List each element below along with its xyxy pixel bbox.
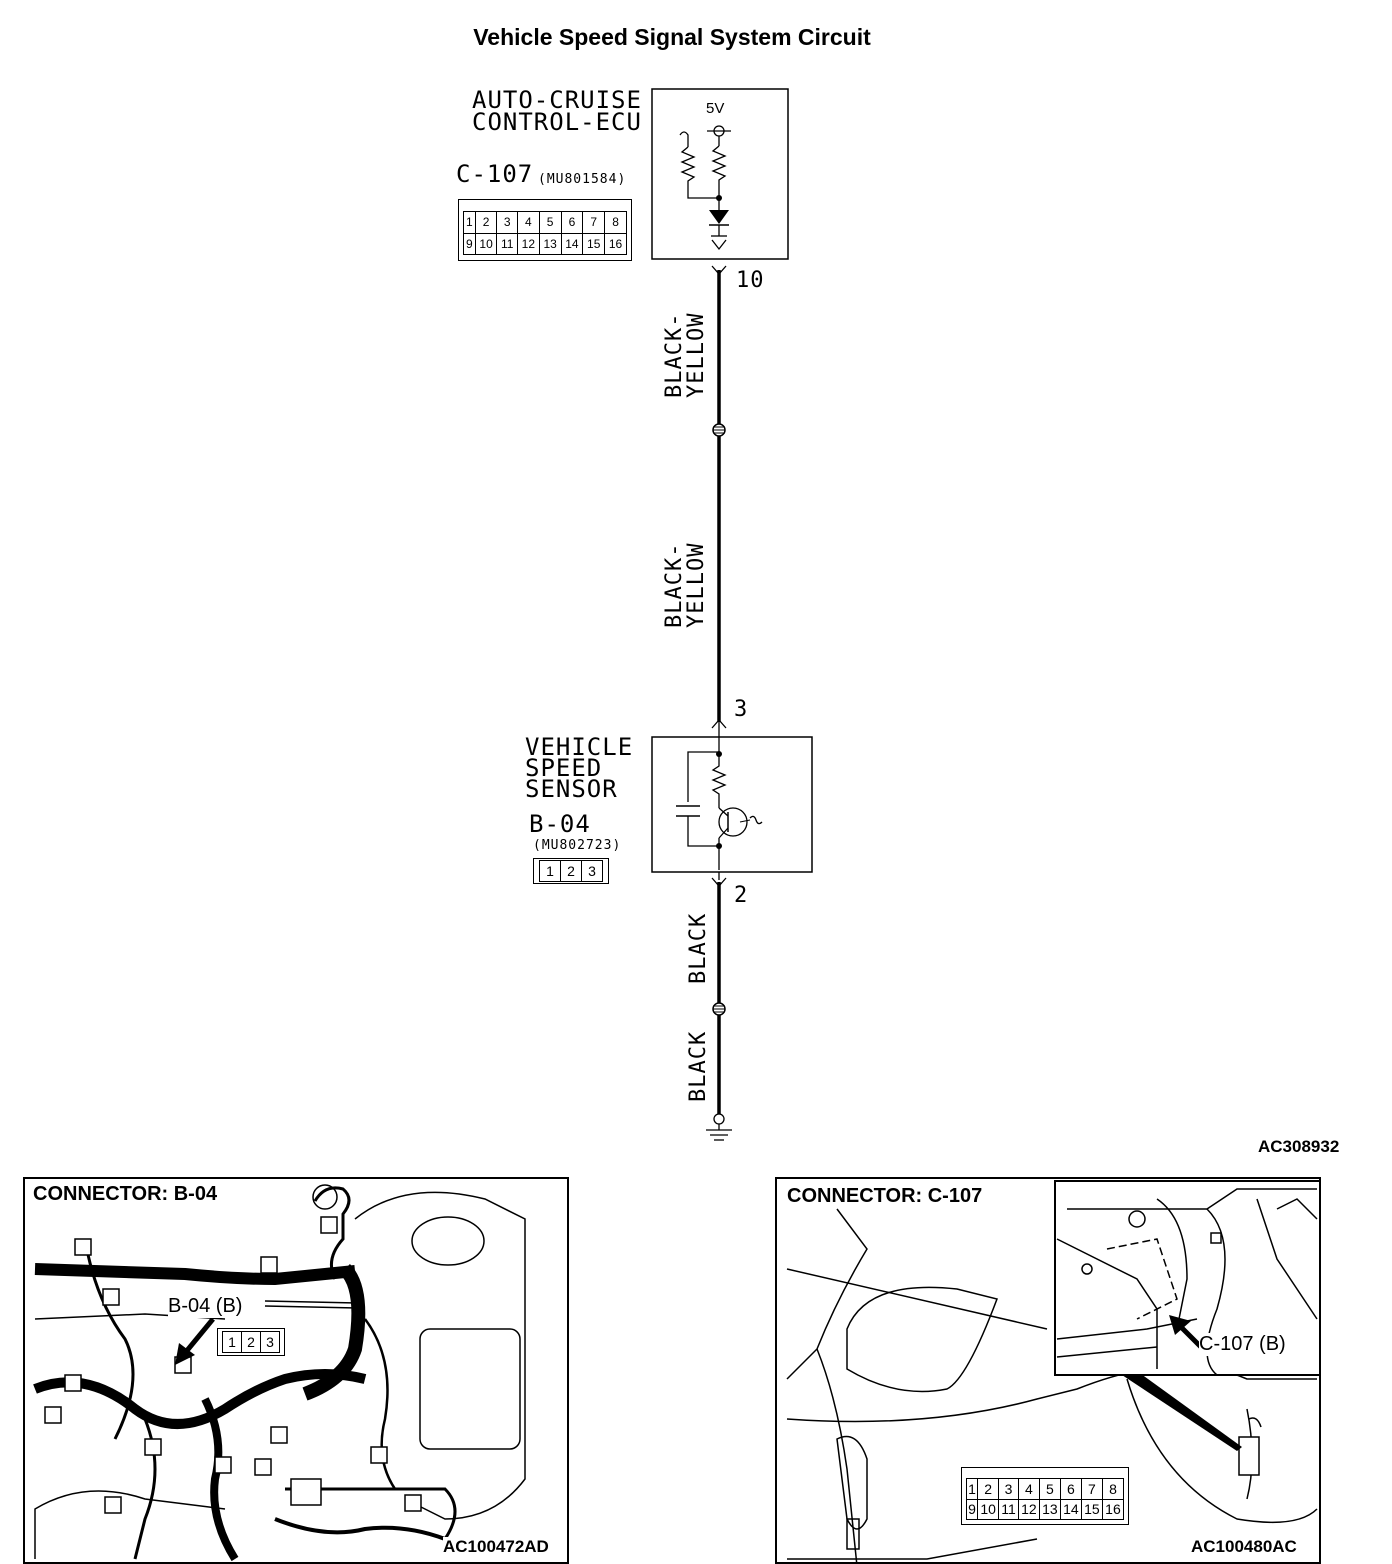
wire-color-label-upper-a: BLACK- YELLOW (662, 312, 709, 398)
sensor-resistor (713, 754, 725, 808)
b04-pin: 3 (266, 1334, 274, 1350)
figure-id: AC308932 (1258, 1137, 1340, 1156)
ecu-output-pin-label: 10 (736, 268, 765, 293)
sensor-pin: 1 (540, 861, 561, 881)
ecu-part-number: (MU801584) (538, 172, 627, 187)
ecu-pin: 5 (539, 212, 561, 234)
pullup-resistor (713, 146, 725, 198)
ecu-connector-face (458, 199, 632, 261)
wire-color-label-lower-b: BLACK (686, 1030, 711, 1102)
c107-pointer-beam (1122, 1371, 1242, 1451)
b04-callout: B-04 (B) (168, 1295, 243, 1317)
ecu-pin: 7 (583, 212, 605, 234)
ecu-name-line2: CONTROL-ECU (472, 108, 642, 136)
sensor-pin-row (539, 860, 603, 882)
b04-pin: 2 (242, 1332, 261, 1352)
c107-pin: 7 (1081, 1479, 1102, 1500)
c107-pin: 14 (1060, 1499, 1081, 1520)
b04-pin: 1 (223, 1332, 242, 1352)
c107-connector-face (961, 1467, 1129, 1525)
connector-b04-panel (23, 1177, 569, 1564)
sensor-output-pin-label: 2 (734, 883, 749, 908)
b04-connector-face (217, 1328, 285, 1356)
ground-point (714, 1114, 724, 1124)
c107-pin: 1 (967, 1479, 978, 1500)
c107-pin: 2 (978, 1479, 999, 1500)
ecu-pin: 16 (605, 233, 627, 255)
ecu-pin: 1 (464, 212, 476, 234)
filter-resistor (682, 147, 719, 198)
ecu-pin: 6 (561, 212, 583, 234)
ecu-supply-voltage: 5V (706, 100, 725, 117)
diode (709, 210, 729, 224)
ecu-pin: 2 (475, 212, 497, 234)
sensor-part-number: (MU802723) (533, 838, 622, 853)
c107-pin: 13 (1039, 1499, 1060, 1520)
c107-pin: 12 (1018, 1499, 1039, 1520)
ecu-pin: 4 (517, 212, 539, 234)
ecu-pin: 11 (497, 233, 517, 255)
sensor-input-pin-label: 3 (734, 697, 749, 722)
c107-pin: 8 (1102, 1479, 1123, 1500)
sensor-pin: 3 (588, 863, 596, 879)
sensor-connector-face (533, 858, 609, 884)
ecu-pin: 15 (583, 233, 605, 255)
ecu-pin: 12 (517, 233, 539, 255)
sensor-name-line1: VEHICLE (525, 733, 634, 761)
b04-panel-title: CONNECTOR: B-04 (29, 1183, 221, 1206)
sensor-name-line3: SENSOR (525, 775, 618, 803)
c107-pin: 5 (1039, 1479, 1060, 1500)
sensor-pin: 2 (561, 861, 582, 881)
c107-pin: 15 (1081, 1499, 1102, 1520)
connector-c107-panel (775, 1177, 1321, 1564)
wire-color-label-lower-a: BLACK (686, 912, 711, 984)
sensor-box (652, 737, 812, 872)
c107-pin: 16 (1102, 1499, 1123, 1520)
ecu-pin: 9 (464, 233, 476, 255)
ecu-pin: 14 (561, 233, 583, 255)
b04-pin-row (222, 1331, 280, 1353)
wire-color-label-upper-b: BLACK- YELLOW (662, 542, 709, 628)
sensor-connector-id: B-04 (529, 810, 591, 838)
sensor-name-line2: SPEED (525, 754, 603, 782)
c107-pin: 3 (999, 1479, 1019, 1500)
ecu-name-line1: AUTO-CRUISE (472, 86, 642, 114)
c107-pin: 9 (967, 1499, 978, 1520)
b04-figure-id: AC100472AD (443, 1537, 549, 1556)
c107-pin: 11 (999, 1499, 1019, 1520)
c107-figure-id: AC100480AC (1191, 1537, 1297, 1556)
c107-pin: 10 (978, 1499, 999, 1520)
c107-pin: 4 (1018, 1479, 1039, 1500)
ecu-connector-id: C-107 (456, 160, 534, 188)
ecu-pin: 3 (497, 212, 517, 234)
ecu-pin: 10 (475, 233, 497, 255)
ecu-pin-table (463, 211, 627, 255)
b04-location-illustration (25, 1179, 569, 1564)
c107-pin: 6 (1060, 1479, 1081, 1500)
c107-panel-title: CONNECTOR: C-107 (783, 1185, 986, 1208)
ecu-pin: 8 (605, 212, 627, 234)
ecu-pin: 13 (539, 233, 561, 255)
c107-pin-table (966, 1478, 1124, 1520)
c107-callout: C-107 (B) (1199, 1333, 1286, 1355)
diagram-title: Vehicle Speed Signal System Circuit (473, 24, 871, 50)
